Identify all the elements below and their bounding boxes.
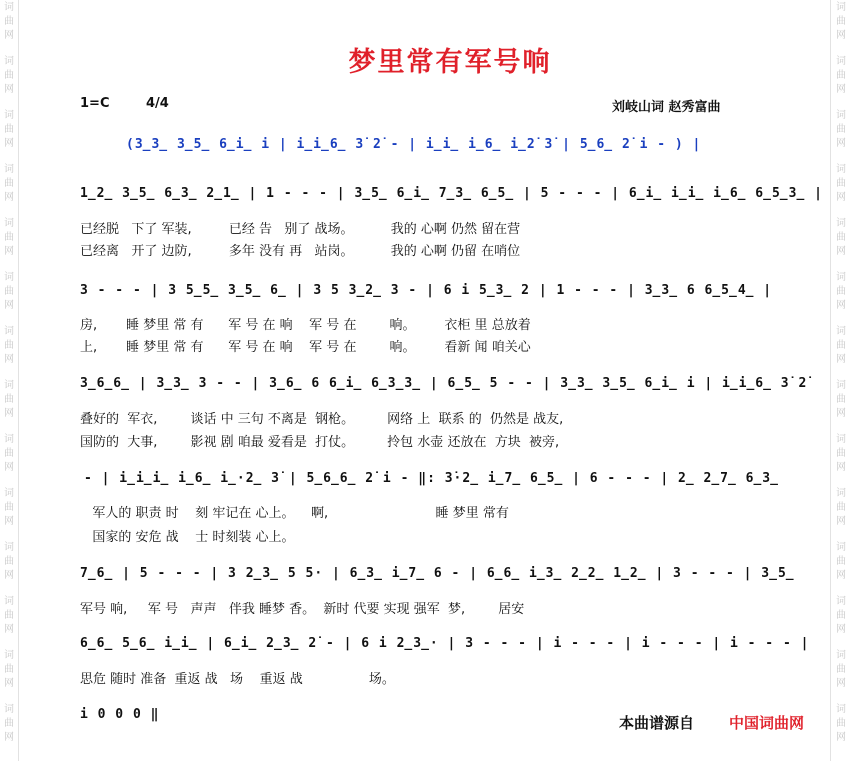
watermark-glyph: 网 xyxy=(836,624,846,635)
watermark-glyph: 曲 xyxy=(4,16,14,27)
watermark-glyph: 词 xyxy=(836,488,846,499)
watermark-glyph: 曲 xyxy=(836,664,846,675)
system-6-notes: 6̲6̲ 5̲6̲ i̲i̲ | 6̲i̲ 2̲3̲ 2̇ - | 6 i 2̲3̲· | 3 - - - | i - - - | i - - - | i - - - | xyxy=(80,636,810,651)
system-1-lyric-2: 已经离 开了 边防, 多年 没有 再 站岗。 我的 心啊 仍留 在哨位 xyxy=(80,244,521,259)
watermark-glyph: 网 xyxy=(836,30,846,41)
time-signature: 4/4 xyxy=(146,96,169,111)
watermark-glyph: 词 xyxy=(4,56,14,67)
watermark-glyph: 曲 xyxy=(836,502,846,513)
intro-notes: (3̲3̲ 3̲5̲ 6̲i̲ i | i̲i̲6̲ 3̇ 2̇ - | i̲i̲ i̲6̲ i̲2̇ 3̇ | 5̲6̲ 2̇ i - ) | xyxy=(126,137,702,152)
system-1-lyric-1: 已经脱 下了 军装, 已经 告 别了 战场。 我的 心啊 仍然 留在营 xyxy=(80,222,521,237)
watermark-glyph: 网 xyxy=(836,192,846,203)
watermark-glyph: 词 xyxy=(4,596,14,607)
watermark-glyph: 曲 xyxy=(836,610,846,621)
watermark-glyph: 网 xyxy=(836,300,846,311)
system-4-lyric-2: 国家的 安危 战 士 时刻装 心上。 xyxy=(80,530,295,545)
watermark-glyph: 曲 xyxy=(836,70,846,81)
system-3-lyric-1: 叠好的 军衣, 谈话 中 三句 不离是 钢枪。 网络 上 联系 的 仍然是 战友, xyxy=(80,412,564,427)
watermark-glyph: 曲 xyxy=(836,394,846,405)
watermark-glyph: 网 xyxy=(4,408,14,419)
watermark-glyph: 曲 xyxy=(4,286,14,297)
watermark-glyph: 曲 xyxy=(4,232,14,243)
watermark-glyph: 网 xyxy=(836,462,846,473)
watermark-glyph: 曲 xyxy=(4,340,14,351)
watermark-glyph: 词 xyxy=(836,218,846,229)
watermark-glyph: 曲 xyxy=(4,502,14,513)
watermark-glyph: 词 xyxy=(836,704,846,715)
watermark-glyph: 词 xyxy=(836,650,846,661)
system-2-notes: 3 - - - | 3 5̲5̲ 3̲5̲ 6̲ | 3 5 3̲2̲ 3 - | 6 i 5̲3̲ 2 | 1 - - - | 3̲3̲ 6 6̲5̲4̲ | xyxy=(80,283,773,298)
watermark-glyph: 曲 xyxy=(836,124,846,135)
watermark-glyph: 词 xyxy=(4,272,14,283)
watermark-glyph: 词 xyxy=(4,704,14,715)
right-watermark-column xyxy=(834,0,848,761)
watermark-glyph: 网 xyxy=(836,138,846,149)
watermark-glyph: 曲 xyxy=(4,394,14,405)
watermark-glyph: 词 xyxy=(836,272,846,283)
watermark-glyph: 网 xyxy=(4,570,14,581)
watermark-glyph: 词 xyxy=(4,218,14,229)
watermark-glyph: 词 xyxy=(4,326,14,337)
watermark-glyph: 词 xyxy=(4,110,14,121)
watermark-glyph: 曲 xyxy=(836,232,846,243)
watermark-glyph: 曲 xyxy=(836,286,846,297)
watermark-glyph: 网 xyxy=(4,678,14,689)
watermark-glyph: 曲 xyxy=(4,556,14,567)
watermark-glyph: 网 xyxy=(4,732,14,743)
watermark-glyph: 曲 xyxy=(4,610,14,621)
watermark-glyph: 曲 xyxy=(836,16,846,27)
watermark-glyph: 曲 xyxy=(4,178,14,189)
system-7-notes: i 0 0 0 ‖ xyxy=(80,707,160,722)
system-5-lyric-1: 军号 响, 军 号 声声 伴我 睡梦 香。 新时 代要 实现 强军 梦, 居安 xyxy=(80,602,525,617)
watermark-glyph: 词 xyxy=(836,2,846,13)
system-6-lyric-1: 思危 随时 准备 重返 战 场 重返 战 场。 xyxy=(80,672,395,687)
watermark-glyph: 网 xyxy=(836,678,846,689)
credits: 刘岐山词 赵秀富曲 xyxy=(612,100,721,115)
watermark-glyph: 网 xyxy=(4,30,14,41)
watermark-glyph: 网 xyxy=(836,354,846,365)
watermark-glyph: 网 xyxy=(4,138,14,149)
system-2-lyric-1: 房, 睡 梦里 常 有 军 号 在 响 军 号 在 响。 衣柜 里 总放着 xyxy=(80,318,531,333)
system-3-notes: 3̲6̲6̲ | 3̲3̲ 3 - - | 3̲6̲ 6 6̲i̲ 6̲3̲3̲ | 6̲5̲ 5 - - | 3̲3̲ 3̲5̲ 6̲i̲ i | i̲i̲6̲ 3̇ 2̇ xyxy=(80,376,808,391)
watermark-glyph: 词 xyxy=(836,596,846,607)
watermark-glyph: 词 xyxy=(836,164,846,175)
watermark-glyph: 网 xyxy=(4,192,14,203)
watermark-glyph: 曲 xyxy=(4,124,14,135)
system-4-notes: - | i̲i̲i̲ i̲6̲ i̲·2̲ 3̇ | 5̲6̲6̲ 2̇ i - ‖: 3̇·2̲ i̲7̲ 6̲5̲ | 6 - - - | 2̲ 2̲7̲ 6̲3̲ xyxy=(84,471,779,486)
watermark-glyph: 网 xyxy=(4,84,14,95)
watermark-glyph: 曲 xyxy=(836,556,846,567)
watermark-glyph: 网 xyxy=(4,246,14,257)
left-watermark-column xyxy=(2,0,16,761)
watermark-glyph: 网 xyxy=(4,516,14,527)
watermark-glyph: 词 xyxy=(4,542,14,553)
watermark-glyph: 网 xyxy=(836,84,846,95)
watermark-glyph: 曲 xyxy=(4,664,14,675)
watermark-glyph: 词 xyxy=(4,434,14,445)
watermark-glyph: 词 xyxy=(4,380,14,391)
left-border-line xyxy=(18,0,19,761)
watermark-glyph: 网 xyxy=(836,732,846,743)
watermark-glyph: 词 xyxy=(4,2,14,13)
watermark-glyph: 曲 xyxy=(836,178,846,189)
watermark-glyph: 曲 xyxy=(4,70,14,81)
system-1-notes: 1̲2̲ 3̲5̲ 6̲3̲ 2̲1̲ | 1 - - - | 3̲5̲ 6̲i̲ 7̲3̲ 6̲5̲ | 5 - - - | 6̲i̲ i̲i̲ i̲6̲ 6̲5̲3̲ | xyxy=(80,186,823,201)
watermark-glyph: 词 xyxy=(836,380,846,391)
watermark-glyph: 网 xyxy=(4,354,14,365)
watermark-glyph: 网 xyxy=(4,462,14,473)
system-4-lyric-1: 军人的 职责 时 刻 牢记在 心上。 啊, 睡 梦里 常有 xyxy=(80,506,509,521)
watermark-glyph: 网 xyxy=(836,408,846,419)
watermark-glyph: 曲 xyxy=(4,718,14,729)
system-5-notes: 7̲6̲ | 5 - - - | 3 2̲3̲ 5 5· | 6̲3̲ i̲7̲ 6 - | 6̲6̲ i̲3̲ 2̲2̲ 1̲2̲ | 3 - - - | 3̲5̲ xyxy=(80,566,795,581)
watermark-glyph: 词 xyxy=(4,488,14,499)
key-signature: 1=C xyxy=(80,96,110,111)
watermark-glyph: 词 xyxy=(4,164,14,175)
watermark-glyph: 曲 xyxy=(836,448,846,459)
watermark-glyph: 曲 xyxy=(4,448,14,459)
system-2-lyric-2: 上, 睡 梦里 常 有 军 号 在 响 军 号 在 响。 看新 闻 咱关心 xyxy=(80,340,531,355)
watermark-glyph: 网 xyxy=(836,246,846,257)
song-title: 梦里常有军号响 xyxy=(348,47,552,78)
watermark-glyph: 词 xyxy=(836,434,846,445)
watermark-glyph: 词 xyxy=(4,650,14,661)
right-border-line xyxy=(830,0,831,761)
watermark-glyph: 词 xyxy=(836,56,846,67)
watermark-glyph: 曲 xyxy=(836,340,846,351)
watermark-glyph: 词 xyxy=(836,542,846,553)
watermark-glyph: 网 xyxy=(836,516,846,527)
footer-source-label: 本曲谱源自 xyxy=(619,714,695,732)
watermark-glyph: 词 xyxy=(836,326,846,337)
watermark-glyph: 曲 xyxy=(836,718,846,729)
watermark-glyph: 词 xyxy=(836,110,846,121)
system-3-lyric-2: 国防的 大事, 影视 剧 咱最 爱看是 打仗。 拎包 水壶 还放在 方块 被旁, xyxy=(80,435,560,450)
watermark-glyph: 网 xyxy=(4,624,14,635)
watermark-glyph: 网 xyxy=(4,300,14,311)
watermark-glyph: 网 xyxy=(836,570,846,581)
footer-site-link[interactable]: 中国词曲网 xyxy=(729,714,805,732)
